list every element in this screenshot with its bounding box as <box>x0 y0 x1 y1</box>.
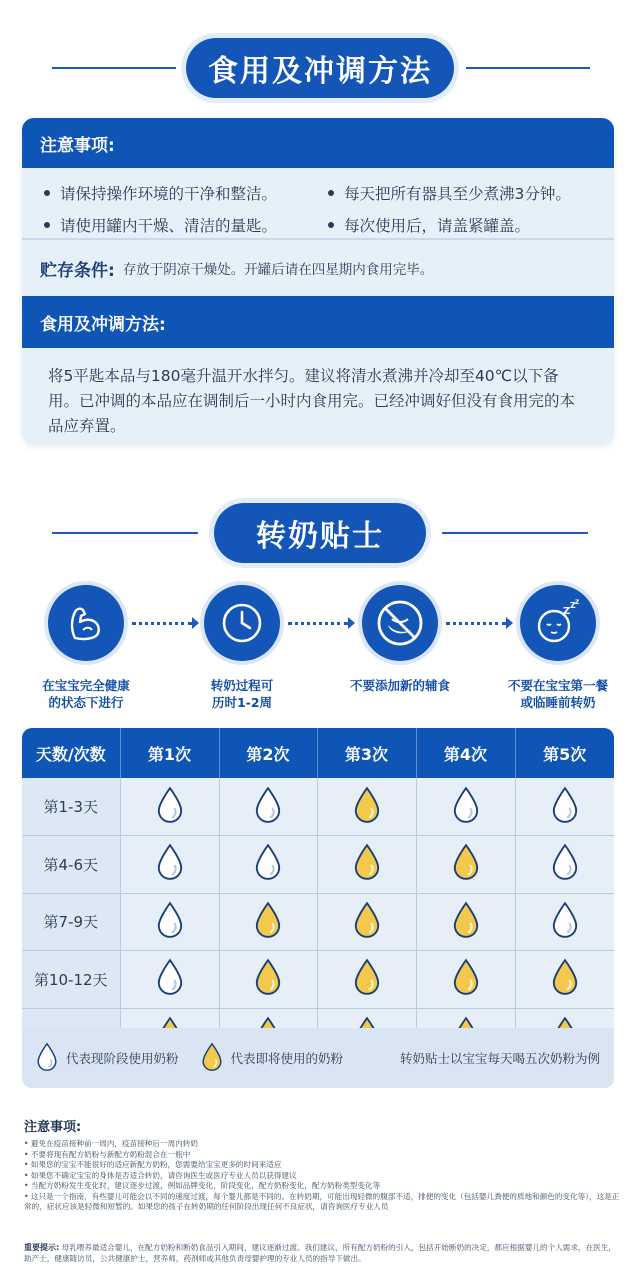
row-label: 第10-12天 <box>22 951 120 1009</box>
table-cell <box>120 951 219 1009</box>
milk-drop-current-icon <box>156 843 184 881</box>
important-text: 母乳喂养最适合婴儿，在配方奶粉和断奶食品引入期间，建议逐渐过渡。我们建议，所有配方奶粉的引入，包括开始断奶的决定，都应根据婴儿的个人需求，在医生，助产士，健康随访员，公共健康护士，营养师，药剂师或其他负责母婴护理的专业人员的指导下做出。 <box>24 1243 616 1263</box>
connector-arrow <box>348 617 355 629</box>
notes-title: 注意事项: <box>24 1120 82 1135</box>
section-header-usage <box>0 38 640 98</box>
table-cell <box>120 836 219 894</box>
table-cell <box>219 951 317 1009</box>
table-cell <box>515 778 614 836</box>
header-line-left <box>52 67 176 69</box>
important-label: 重要提示: <box>24 1243 60 1252</box>
milk-drop-current-icon <box>156 786 184 824</box>
clock-icon <box>219 600 265 646</box>
note-item: • 当配方奶粉发生变化时，建议逐步过渡，例如品牌变化，阶段变化，配方奶粉变化，配方奶粉类型变化等 <box>24 1181 624 1192</box>
bullet-item: 请使用罐内干燥、清洁的量匙。 <box>44 214 314 236</box>
table-cell <box>317 836 416 894</box>
table-row <box>22 951 614 1009</box>
notes-list <box>24 1139 624 1213</box>
legend-note: 转奶贴士以宝宝每天喝五次奶粉为例 <box>399 1051 600 1066</box>
connector-arrow <box>506 617 513 629</box>
milk-drop-new-icon <box>201 1042 223 1072</box>
table-cell <box>120 778 219 836</box>
milk-drop-new-icon <box>353 843 381 881</box>
step-2-label: 转奶过程可 历时1-2周 <box>210 678 274 710</box>
storage-row <box>22 238 614 296</box>
connector-arrow <box>192 617 199 629</box>
milk-drop-current-icon <box>551 843 579 881</box>
table-cell <box>515 951 614 1009</box>
step-2-circle <box>204 585 280 661</box>
header-line-right <box>466 67 590 69</box>
bullet-item: 每次使用后，请盖紧罐盖。 <box>328 214 614 236</box>
table-cell <box>416 836 515 894</box>
milk-drop-new-icon <box>353 901 381 939</box>
step-3-circle <box>362 585 438 661</box>
svg-text:Z: Z <box>575 599 580 606</box>
bullet-item: 每天把所有器具至少煮沸3分钟。 <box>328 182 614 204</box>
milk-drop-new-icon <box>353 786 381 824</box>
table-header-cell: 第3次 <box>317 728 416 778</box>
transition-table <box>22 728 614 1066</box>
table-legend <box>22 1028 614 1088</box>
usage-card <box>22 118 614 444</box>
table-header-cell: 第1次 <box>120 728 219 778</box>
milk-drop-current-icon <box>254 843 282 881</box>
table-cell <box>416 893 515 951</box>
milk-drop-current-icon <box>254 786 282 824</box>
method-title-bar <box>22 296 614 348</box>
legend-new-label: 代表即将使用的奶粉 <box>230 1051 344 1066</box>
notice-title: 注意事项: <box>40 135 115 156</box>
milk-drop-new-icon <box>452 958 480 996</box>
table-cell <box>317 893 416 951</box>
legend-new <box>201 1042 344 1075</box>
notes-section <box>24 1116 624 1213</box>
milk-drop-new-icon <box>551 958 579 996</box>
table-header-cell: 天数/次数 <box>22 728 120 778</box>
method-title: 食用及冲调方法: <box>40 314 166 335</box>
step-3-label: 不要添加新的辅食 <box>349 678 450 693</box>
table-header-cell: 第5次 <box>515 728 614 778</box>
no-food-icon <box>374 597 426 649</box>
muscle-arm-icon <box>63 600 109 646</box>
table-cell <box>219 778 317 836</box>
table-cell <box>120 893 219 951</box>
note-item: • 如果您不确定宝宝的身体是否适合转奶，请咨询医生或医疗专业人员以获得建议 <box>24 1171 624 1182</box>
note-item: • 不要将现有配方奶粉与新配方奶粉混合在一瓶中 <box>24 1150 624 1161</box>
table-row <box>22 893 614 951</box>
table-header-cell: 第4次 <box>416 728 515 778</box>
table-header-row <box>22 728 614 778</box>
table-cell <box>317 951 416 1009</box>
step-1-label: 在宝宝完全健康 的状态下进行 <box>42 678 130 710</box>
note-item: • 如果您的宝宝不能很好的适应新配方奶粉，您需要给宝宝更多的时间来适应 <box>24 1160 624 1171</box>
row-label: 第1-3天 <box>22 778 120 836</box>
milk-drop-current-icon <box>156 958 184 996</box>
table-row <box>22 836 614 894</box>
step-connector <box>446 622 506 625</box>
milk-drop-new-icon <box>254 901 282 939</box>
milk-drop-current-icon <box>452 786 480 824</box>
note-item: • 避免在疫苗接种前一周内，疫苗接种后一周内转奶 <box>24 1139 624 1150</box>
important-note <box>24 1242 620 1264</box>
table-cell <box>515 836 614 894</box>
milk-drop-new-icon <box>452 843 480 881</box>
milk-drop-current-icon <box>36 1042 58 1072</box>
table-cell <box>219 836 317 894</box>
table-cell <box>416 951 515 1009</box>
notice-title-bar <box>22 118 614 168</box>
bullet-item: 请保持操作环境的干净和整洁。 <box>44 182 314 204</box>
step-4-label: 不要在宝宝第一餐 或临睡前转奶 <box>507 678 608 710</box>
tips-steps <box>0 585 640 715</box>
table-header-cell: 第2次 <box>219 728 317 778</box>
milk-drop-new-icon <box>254 958 282 996</box>
step-connector <box>132 622 192 625</box>
step-1-circle <box>48 585 124 661</box>
transition-table-wrap <box>22 728 614 1088</box>
notice-bullets <box>22 168 614 234</box>
step-connector <box>288 622 348 625</box>
svg-text:Z: Z <box>563 606 571 617</box>
section-title-tips: 转奶贴士 <box>214 503 426 563</box>
note-item: • 这只是一个指南，有些婴儿可能会以不同的速度过渡，每个婴儿都是不同的。在转奶期，可能出现轻微的腹部不适，排便的变化（包括婴儿粪便的质地和颜色的变化等），这是正常的，症状应该是轻微和短暂的。如果您的孩子在转奶期的任何阶段出现任何不良症状，请咨询医疗专业人员 <box>24 1192 624 1213</box>
step-4-circle <box>520 585 596 661</box>
sleepy-baby-icon <box>533 598 583 648</box>
header-line-right <box>442 532 588 534</box>
storage-label: 贮存条件: <box>40 260 115 281</box>
legend-current-label: 代表现阶段使用奶粉 <box>66 1051 179 1066</box>
table-cell <box>219 893 317 951</box>
section-header-tips <box>0 503 640 563</box>
section-title-usage: 食用及冲调方法 <box>186 38 454 98</box>
svg-text:Z: Z <box>570 601 576 610</box>
storage-text: 存放于阴凉干燥处。开罐后请在四星期内食用完毕。 <box>122 262 434 278</box>
row-label: 第7-9天 <box>22 893 120 951</box>
row-label: 第4-6天 <box>22 836 120 894</box>
milk-drop-current-icon <box>551 786 579 824</box>
table-cell <box>515 893 614 951</box>
milk-drop-new-icon <box>452 901 480 939</box>
method-text: 将5平匙本品与180毫升温开水拌匀。建议将清水煮沸并冷却至40℃以下备用。已冲调的本品应在调制后一小时内食用完。已经冲调好但没有食用完的本品应弃置。 <box>48 367 576 435</box>
milk-drop-new-icon <box>353 958 381 996</box>
header-line-left <box>52 532 198 534</box>
table-cell <box>416 778 515 836</box>
milk-drop-current-icon <box>551 901 579 939</box>
table-row <box>22 778 614 836</box>
legend-current <box>36 1042 179 1075</box>
table-cell <box>317 778 416 836</box>
milk-drop-current-icon <box>156 901 184 939</box>
